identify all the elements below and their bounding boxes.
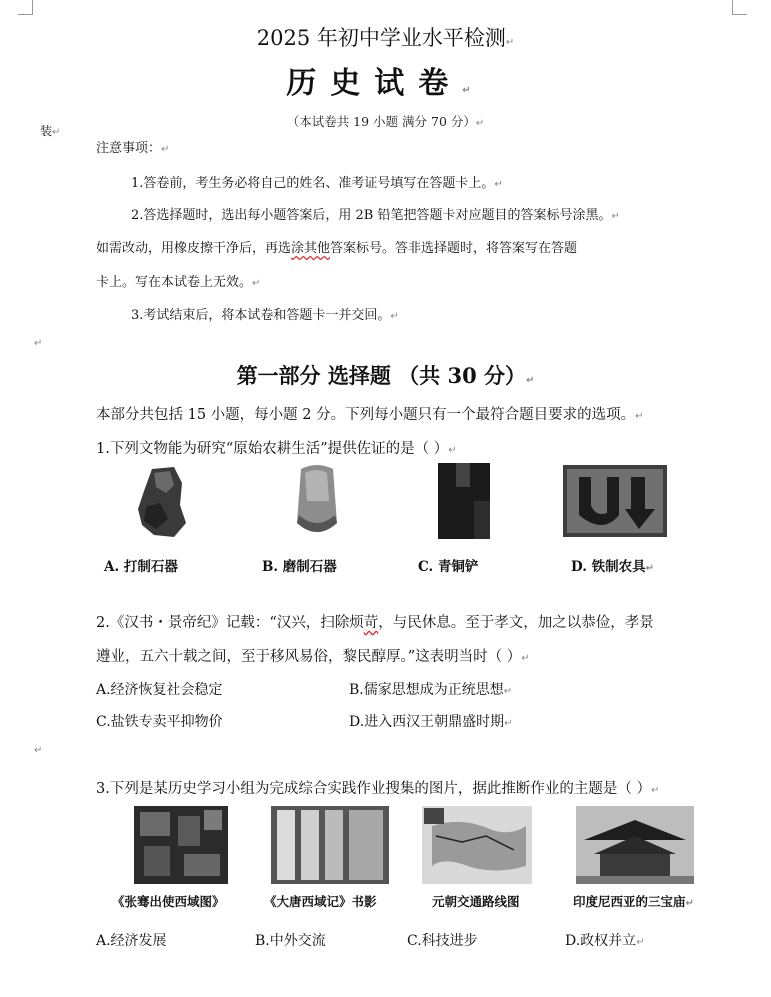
q3-caption-3: 元朝交通路线图	[432, 894, 520, 909]
q3-image-zhang-qian-mural	[134, 806, 228, 884]
note-item-3: 3.考试结束后，将本试卷和答题卡一并交回。↵	[131, 308, 399, 323]
q2-option-b: B.儒家思想成为正统思想↵	[349, 682, 513, 698]
q3-option-b: B.中外交流	[255, 933, 326, 949]
q1-image-bronze-spade	[434, 461, 494, 541]
q3-stem: 3.下列是某历史学习小组为完成综合实践作业搜集的图片，据此推断作业的主题是（ ）↵	[96, 781, 660, 797]
exam-subtitle: （本试卷共 19 小题 满分 70 分）↵	[286, 114, 485, 129]
note-item-2-line-1: 2.答选择题时，选出每小题答案后，用 2B 铅笔把答题卡对应题目的答案标号涂黑。↵	[131, 208, 620, 223]
q3-image-yuan-transport-map	[422, 806, 532, 884]
q3-image-sam-poo-kong-temple	[576, 806, 694, 884]
q2-option-c: C.盐铁专卖平抑物价	[96, 714, 223, 730]
binding-mark: 装↵	[40, 124, 61, 138]
q3-option-c: C.科技进步	[407, 933, 478, 949]
paragraph-mark: ↵	[34, 338, 43, 349]
note-item-1: 1.答卷前，考生务必将自己的姓名、准考证号填写在答题卡上。↵	[131, 176, 503, 191]
crop-mark-top-right	[732, 0, 747, 15]
paragraph-mark: ↵	[34, 745, 43, 756]
subject-title: 历史试卷↵	[286, 66, 485, 101]
q1-caption-c: C. 青铜铲	[418, 559, 479, 575]
q2-option-a: A.经济恢复社会稳定	[96, 682, 223, 698]
section-title: 第一部分 选择题 （共 30 分）↵	[236, 363, 535, 388]
q1-caption-d: D. 铁制农具↵	[571, 559, 655, 575]
q1-stem: 1.下列文物能为研究“原始农耕生活”提供佐证的是（ ）↵	[96, 441, 457, 457]
q3-caption-4: 印度尼西亚的三宝庙↵	[573, 894, 694, 909]
q2-stem-line-1: 2.《汉书・景帝纪》记载：“汉兴，扫除烦苛，与民休息。至于孝文，加之以恭俭，孝景	[96, 615, 654, 631]
q1-image-iron-farm-tools	[563, 465, 667, 537]
q3-image-datang-xiyu-ji-book	[271, 806, 389, 884]
q1-caption-a: A. 打制石器	[104, 559, 178, 575]
exam-title: 2025 年初中学业水平检测↵	[256, 26, 515, 50]
q1-caption-b: B. 磨制石器	[262, 559, 337, 575]
notes-heading: 注意事项：↵	[96, 141, 170, 156]
q3-caption-2: 《大唐西域记》书影	[264, 894, 377, 909]
section-intro: 本部分共包括 15 小题，每小题 2 分。下列每小题只有一个最符合题目要求的选项。↵	[96, 407, 644, 423]
q3-option-a: A.经济发展	[96, 933, 167, 949]
q3-option-d: D.政权并立↵	[565, 933, 645, 949]
q3-caption-1: 《张骞出使西域图》	[112, 894, 225, 909]
crop-mark-top-left	[18, 0, 33, 15]
note-item-2-line-3: 卡上。写在本试卷上无效。↵	[96, 275, 261, 290]
q1-image-polished-stone-tool	[289, 461, 345, 543]
q2-stem-line-2: 遵业，五六十载之间，至于移风易俗，黎民醇厚。”这表明当时（ ）↵	[96, 649, 530, 665]
note-item-2-line-2: 如需改动，用橡皮擦干净后，再选涂其他答案标号。答非选择题时，将答案写在答题	[96, 241, 578, 256]
q1-image-chipped-stone-tool	[130, 463, 192, 541]
q2-option-d: D.进入西汉王朝鼎盛时期↵	[349, 714, 513, 730]
